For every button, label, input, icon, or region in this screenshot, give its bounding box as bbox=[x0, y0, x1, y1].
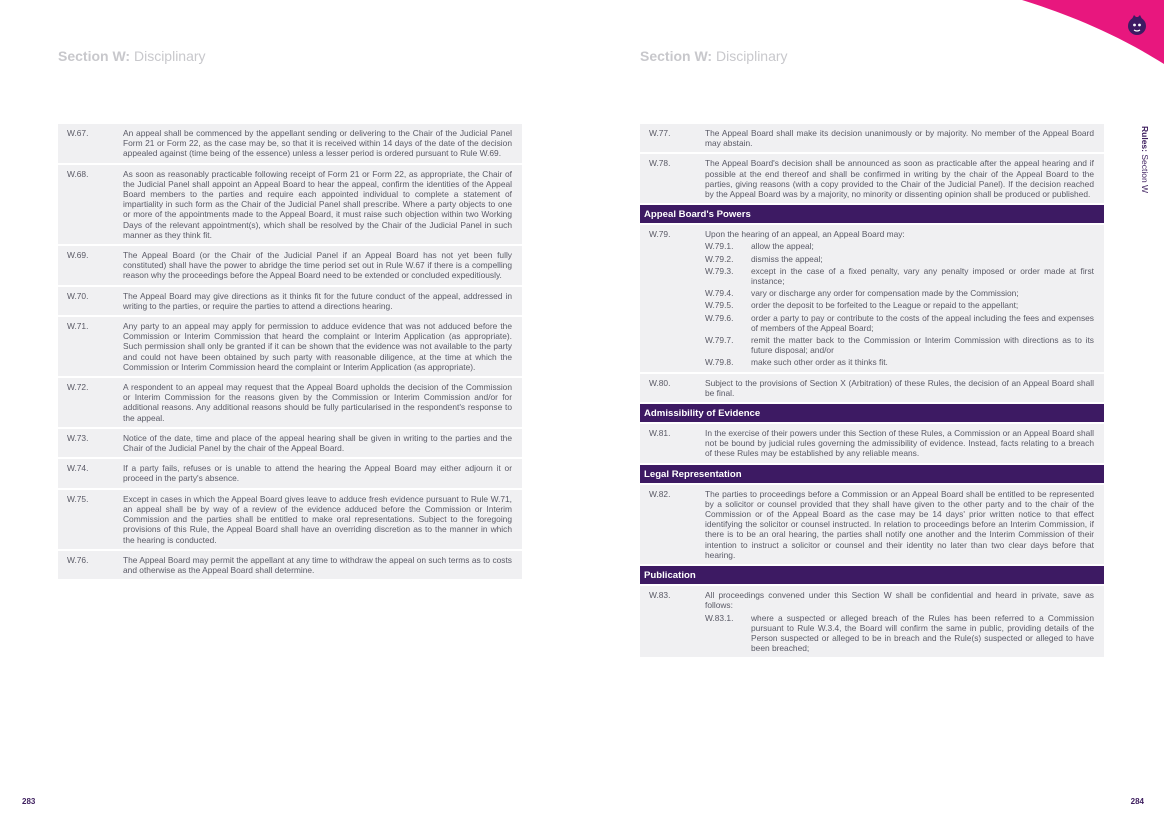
sub-rule-text: remit the matter back to the Commission or Interim Commission with directions as to its future disposal; and/or bbox=[751, 335, 1094, 356]
rule-text: As soon as reasonably practicable following receipt of Form 21 or Form 22, as appropriate, the Chair of the Judicial Panel shall appoint an Appeal Board to hear the appeal, confirm the identities of the Appeal Board members to the parties and require each appointed individual to complete a statement of impartiality in such form as the Chair of the Judicial Panel shall prescribe. Where a party objects to one or more of the appointments made to the Appeal Board, it must raise such objection within two Working Days of the relevant appointment(s), which shall be resolved by the Chair of the Judicial Panel in such manner as they think fit. bbox=[123, 168, 512, 240]
rule-text: The Appeal Board shall make its decision unanimously or by majority. No member of the Appeal Board may abstain. bbox=[705, 128, 1094, 149]
sub-rule-number: W.79.3. bbox=[705, 265, 734, 276]
rules-list bbox=[640, 124, 1104, 787]
rule-text: An appeal shall be commenced by the appellant sending or delivering to the Chair of the Judicial Panel Form 21 or Form 22, as the case may be, so that it is received within 14 days of the date of the decision appealed against (time being of the essence) unless a lesser period is ordered pursuant to Rule W.69. bbox=[123, 128, 512, 159]
rule-number: W.70. bbox=[67, 290, 89, 301]
rule-item bbox=[58, 287, 522, 317]
rule-w82 bbox=[640, 485, 1104, 566]
sub-rule-number: W.79.6. bbox=[705, 312, 734, 323]
rules-list bbox=[58, 124, 522, 737]
rule-number: W.73. bbox=[67, 432, 89, 443]
rule-text: A respondent to an appeal may request that the Appeal Board upholds the decision of the Commission or Interim Commission for the reasons given by the Commission or Interim Commission and/or for additional reasons. Any additional reasons should be fully particularised in the respondent's response to the appeal. bbox=[123, 382, 512, 423]
section-title: Section W: Disciplinary bbox=[58, 48, 206, 64]
sub-rule bbox=[705, 357, 1094, 367]
rule-number: W.67. bbox=[67, 128, 89, 138]
rule-number: W.76. bbox=[67, 554, 89, 565]
sub-rule-number: W.79.7. bbox=[705, 335, 734, 346]
rule-item bbox=[58, 378, 522, 429]
rule-item bbox=[58, 246, 522, 287]
heading-legal-representation: Legal Representation bbox=[640, 465, 1104, 485]
heading-appeal-board-powers: Appeal Board's Powers bbox=[640, 205, 1104, 225]
page-number: 283 bbox=[22, 797, 36, 806]
heading-admissibility: Admissibility of Evidence bbox=[640, 404, 1104, 424]
rule-number: W.71. bbox=[67, 321, 89, 332]
rule-item bbox=[58, 124, 522, 165]
heading-publication: Publication bbox=[640, 566, 1104, 586]
sub-rule-text: except in the case of a fixed penalty, vary any penalty imposed or order made at first instance; bbox=[751, 265, 1094, 287]
rule-number: W.81. bbox=[649, 428, 671, 439]
rule-text: In the exercise of their powers under this Section of these Rules, a Commission or an Appeal Board shall not be bound by judicial rules governing the admissibility of evidence. Instead, facts relating to a breach of these Rules may be established by any reliable means. bbox=[705, 428, 1094, 459]
rule-item bbox=[58, 551, 522, 581]
rule-text: All proceedings convened under this Section W shall be confidential and heard in private, save as follows: bbox=[705, 590, 1094, 611]
sub-rule-number: W.79.8. bbox=[705, 357, 734, 368]
sub-rule-number: W.79.1. bbox=[705, 241, 734, 252]
rule-number: W.77. bbox=[649, 128, 671, 138]
sub-rule-number: W.79.5. bbox=[705, 300, 734, 311]
rule-item bbox=[58, 459, 522, 489]
rule-text: The Appeal Board (or the Chair of the Judicial Panel if an Appeal Board has not yet been fully constituted) shall have the power to abridge the time period set out in Rule W.67 if there is a compelling reason why the proceedings before the Appeal Board need to be extended or concluded expeditiously. bbox=[123, 250, 512, 281]
rule-number: W.69. bbox=[67, 250, 89, 261]
rule-item bbox=[58, 317, 522, 378]
section-title: Section W: Disciplinary bbox=[640, 48, 788, 64]
rule-number: W.78. bbox=[649, 158, 671, 169]
sub-rule bbox=[705, 266, 1094, 286]
rule-text: The Appeal Board may permit the appellant at any time to withdraw the appeal on such terms as to costs and otherwise as the Appeal Board shall determine. bbox=[123, 554, 512, 575]
rule-w81 bbox=[640, 424, 1104, 465]
right-page bbox=[582, 0, 1164, 826]
sub-rule bbox=[705, 254, 1094, 264]
sub-rule-text: where a suspected or alleged breach of the Rules has been referred to a Commission pursuant to Rule W.3.4, the Board will confirm the same in public, providing details of the Person suspected or alleged to be in breach and the Rule(s) suspected or alleged to have been breached; bbox=[751, 612, 1094, 654]
rule-number: W.80. bbox=[649, 377, 671, 388]
sub-rule bbox=[705, 313, 1094, 333]
rule-text: Any party to an appeal may apply for permission to adduce evidence that was not adduced before the Commission or Interim Commission that heard the complaint or Interim Application (as appropriate). Such permission shall only be granted if it can be shown that the evidence was not available to the party and could not have been obtained by such party with reasonable diligence, at the time at which the Commission or Interim Commission heard the complaint or Interim Application (as appropriate). bbox=[123, 321, 512, 372]
rule-text: Notice of the date, time and place of the appeal hearing shall be given in writing to the parties and the Chair of the Judicial Panel by the chair of the Appeal Board. bbox=[123, 432, 512, 454]
sub-rule-text: allow the appeal; bbox=[751, 241, 814, 252]
rule-w79 bbox=[640, 225, 1104, 373]
sub-rule-number: W.83.1. bbox=[705, 612, 734, 623]
rule-number: W.82. bbox=[649, 488, 671, 499]
rule-item bbox=[58, 429, 522, 459]
rule-text: The Appeal Board's decision shall be announced as soon as practicable after the appeal hearing and if possible at the end thereof and shall be confirmed in writing by the chair of the Appeal Board to the parties, giving reasons (with a copy provided to the Chair of the Judicial Panel). If the decision reached by the Appeal Board was by a majority, no minority or dissenting opinion shall be produced or published. bbox=[705, 158, 1094, 200]
side-tab: Rules: Section W bbox=[1140, 126, 1150, 194]
rule-number: W.79. bbox=[649, 229, 671, 240]
sub-rule bbox=[705, 300, 1094, 310]
sub-rule bbox=[705, 241, 1094, 251]
rule-item bbox=[640, 154, 1104, 205]
sub-rule-text: order a party to pay or contribute to the costs of the appeal including the fees and expenses of members of the Appeal Board; bbox=[751, 312, 1094, 333]
sub-rule-text: dismiss the appeal; bbox=[751, 253, 823, 264]
page-number: 284 bbox=[1130, 797, 1144, 806]
sub-rule-text: make such other order as it thinks fit. bbox=[751, 357, 888, 368]
rule-number: W.74. bbox=[67, 463, 89, 474]
sub-rule-number: W.79.4. bbox=[705, 288, 734, 299]
rule-number: W.75. bbox=[67, 493, 89, 504]
rule-number: W.72. bbox=[67, 382, 89, 393]
rule-number: W.68. bbox=[67, 168, 89, 179]
rule-w83 bbox=[640, 586, 1104, 659]
rule-text: Except in cases in which the Appeal Board gives leave to adduce fresh evidence pursuant to Rule W.71, an appeal shall be by way of a review of the evidence adduced before the Commission or Interim Commission and the parties shall be entitled to make oral representations. Subject to the foregoing provisions of this Rule, the Appeal Board shall have an overriding discretion as to the manner in which the hearing is conducted. bbox=[123, 493, 512, 545]
sub-rule-text: order the deposit to be forfeited to the League or repaid to the appellant; bbox=[751, 300, 1019, 311]
rule-text: The Appeal Board may give directions as it thinks fit for the future conduct of the appeal, addressed in writing to the parties, or require the parties to attend a directions hearing. bbox=[123, 290, 512, 311]
rule-text: Upon the hearing of an appeal, an Appeal Board may: bbox=[705, 229, 905, 240]
rule-item bbox=[640, 124, 1104, 154]
rule-item bbox=[58, 165, 522, 246]
sub-rule bbox=[705, 288, 1094, 298]
rule-text: The parties to proceedings before a Commission or an Appeal Board shall be entitled to be represented by a solicitor or counsel provided that they shall have given to the other party and to the chair of the Commission or of the Appeal Board as the case may be 14 days' prior written notice to that effect identifying the solicitor or counsel instructed. In relation to proceedings before an Interim Commission, if there is to be an oral hearing, the parties shall notify one another and the Interim Commission of their intention to instruct a solicitor or counsel and their identity no later than two clear days before that hearing. bbox=[705, 488, 1094, 560]
rule-item bbox=[58, 490, 522, 551]
sub-rule bbox=[705, 613, 1094, 654]
rule-text: If a party fails, refuses or is unable to attend the hearing the Appeal Board may either adjourn it or proceed in the party's absence. bbox=[123, 463, 512, 484]
sub-rule-text: vary or discharge any order for compensation made by the Commission; bbox=[751, 288, 1019, 299]
sub-rule bbox=[705, 335, 1094, 355]
rule-text: Subject to the provisions of Section X (Arbitration) of these Rules, the decision of an Appeal Board shall be final. bbox=[705, 377, 1094, 398]
sub-rule-number: W.79.2. bbox=[705, 253, 734, 264]
rule-w80 bbox=[640, 374, 1104, 404]
rule-number: W.83. bbox=[649, 590, 671, 601]
